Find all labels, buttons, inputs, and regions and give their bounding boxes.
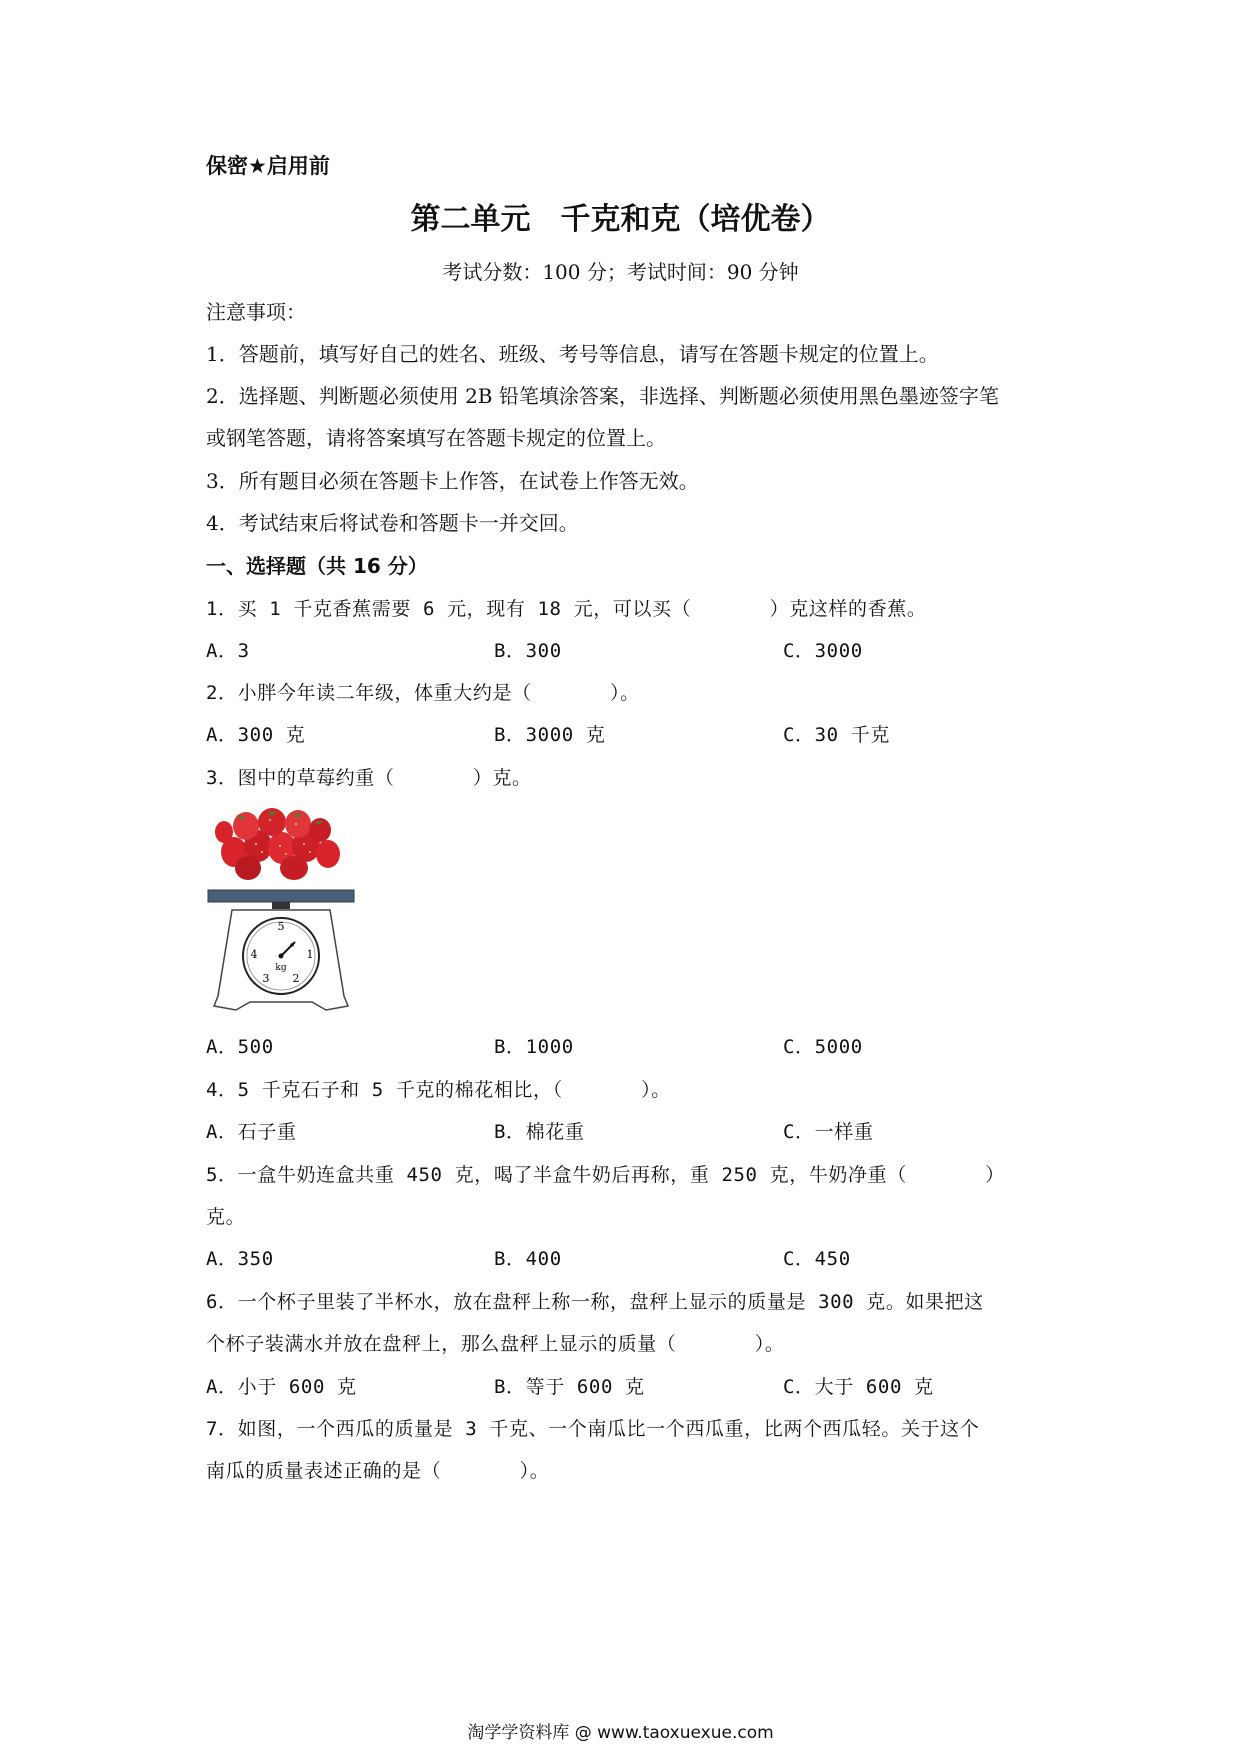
option-b: B．400 (494, 1248, 562, 1270)
note-line: 1．答题前，填写好自己的姓名、班级、考号等信息，请写在答题卡规定的位置上。 (206, 342, 939, 366)
question-7: 7．如图，一个西瓜的质量是 3 千克、一个南瓜比一个西瓜重，比两个西瓜轻。关于这个 (206, 1418, 980, 1440)
note-line: 4．考试结束后将试卷和答题卡一并交回。 (206, 511, 579, 535)
option-c: C．大于 600 克 (783, 1376, 934, 1398)
question-7-cont: 南瓜的质量表述正确的是（ ）。 (206, 1460, 550, 1482)
note-line: 2．选择题、判断题必须使用 2B 铅笔填涂答案，非选择、判断题必须使用黑色墨迹签字笔 (206, 384, 999, 408)
option-b: B．3000 克 (494, 724, 606, 746)
question-3: 3．图中的草莓约重（ ）克。 (206, 767, 532, 789)
option-c: C．5000 (783, 1036, 863, 1058)
question-5-cont: 克。 (206, 1206, 246, 1228)
option-b: B．棉花重 (494, 1121, 585, 1143)
option-c: C．450 (783, 1248, 851, 1270)
question-2: 2．小胖今年读二年级，体重大约是（ ）。 (206, 682, 640, 704)
scale-pan (208, 890, 354, 902)
note-line: 或钢笔答题，请将答案填写在答题卡规定的位置上。 (206, 426, 666, 450)
confidential-label: 保密★启用前 (206, 154, 330, 178)
option-b: B．等于 600 克 (494, 1376, 645, 1398)
exam-info: 考试分数：100 分；考试时间：90 分钟 (442, 260, 799, 284)
option-b: B．300 (494, 640, 562, 662)
section-heading: 一、选择题（共 16 分） (206, 554, 428, 578)
question-6: 6．一个杯子里装了半杯水，放在盘秤上称一称，盘秤上显示的质量是 300 克。如果把这 (206, 1291, 984, 1313)
option-a: A．350 (206, 1248, 274, 1270)
option-a: A．3 (206, 640, 250, 662)
dial-unit: kg (275, 963, 287, 973)
dial-number: 1 (306, 948, 314, 961)
option-a: A．小于 600 克 (206, 1376, 357, 1398)
option-c: C．一样重 (783, 1121, 874, 1143)
dial-number: 3 (262, 972, 270, 985)
question-6-cont: 个杯子装满水并放在盘秤上，那么盘秤上显示的质量（ ）。 (206, 1333, 785, 1355)
dial-number: 2 (292, 972, 300, 985)
strawberries-icon (215, 808, 340, 880)
scale-with-strawberries-image (206, 806, 356, 1020)
dial-number: 5 (277, 920, 285, 933)
option-c: C．30 千克 (783, 724, 890, 746)
option-a: A．500 (206, 1036, 274, 1058)
dial-number: 4 (250, 948, 258, 961)
note-line: 3．所有题目必须在答题卡上作答，在试卷上作答无效。 (206, 469, 699, 493)
option-c: C．3000 (783, 640, 863, 662)
question-1: 1．买 1 千克香蕉需要 6 元，现有 18 元，可以买（ ）克这样的香蕉。 (206, 598, 927, 620)
option-a: A．300 克 (206, 724, 306, 746)
footer-watermark: 淘学学资料库 @ www.taoxuexue.com (467, 1723, 774, 1743)
option-a: A．石子重 (206, 1121, 297, 1143)
question-4: 4．5 千克石子和 5 千克的棉花相比，（ ）。 (206, 1079, 671, 1101)
question-5: 5．一盒牛奶连盒共重 450 克，喝了半盒牛奶后再称，重 250 克，牛奶净重（ ） (206, 1164, 1005, 1186)
option-b: B．1000 (494, 1036, 574, 1058)
page-title: 第二单元 千克和克（培优卷） (410, 202, 831, 237)
notes-heading: 注意事项： (206, 300, 306, 324)
